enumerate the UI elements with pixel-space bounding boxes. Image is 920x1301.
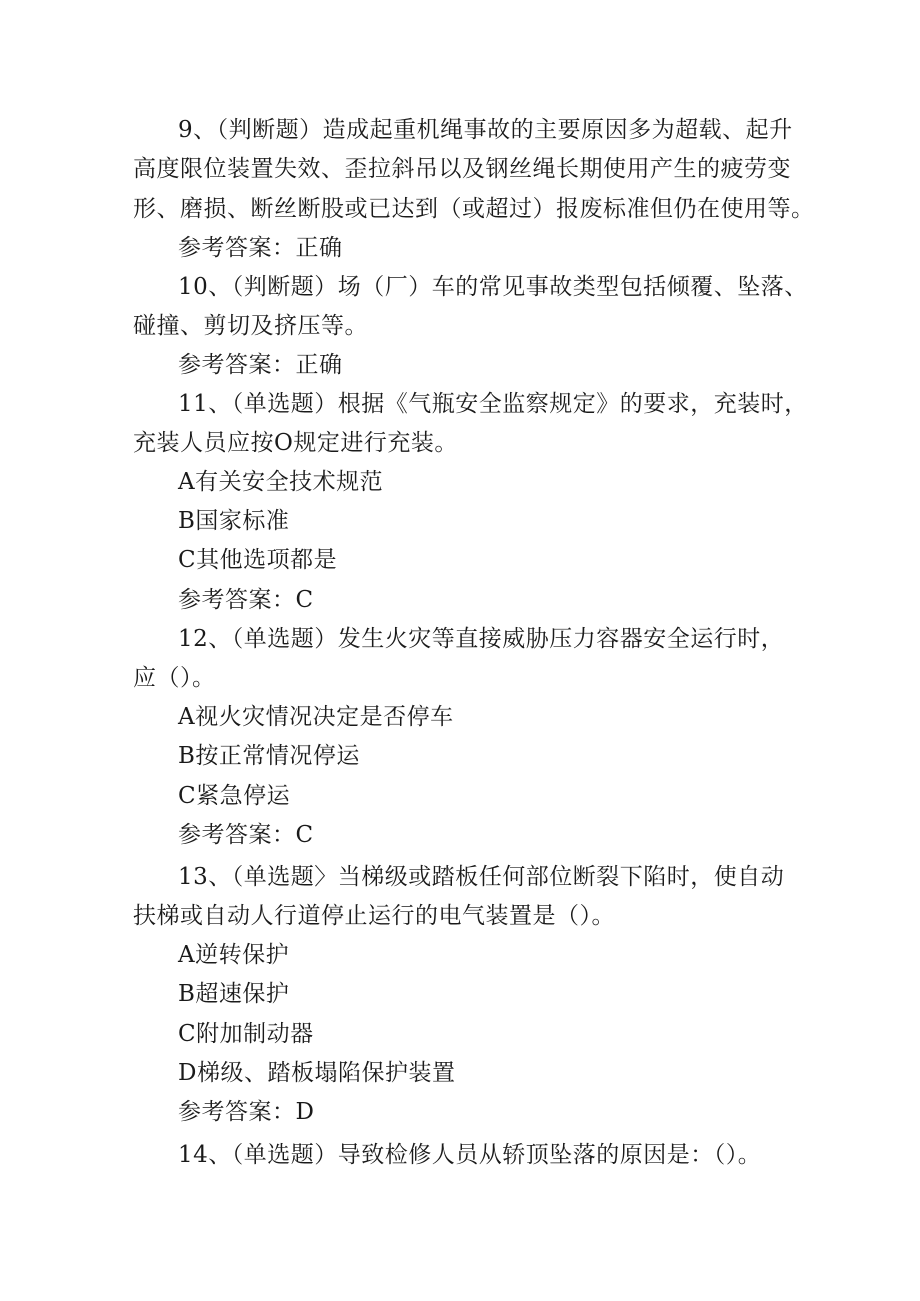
question-12-line-1: 12、（单选题）发生火灾等直接威胁压力容器安全运行时， xyxy=(178,626,785,652)
question-13-option-b: B超速保护 xyxy=(178,981,290,1007)
question-11-line-1: 11、（单选题）根据《气瓶安全监察规定》的要求，充装时， xyxy=(178,391,808,417)
question-9-line-1: 9、（判断题）造成起重机绳事故的主要原因多为超载、起升 xyxy=(178,117,793,143)
question-12-line-2: 应（）。 xyxy=(133,665,216,691)
question-9-answer: 参考答案：正确 xyxy=(178,235,343,261)
question-13-option-a: A逆转保护 xyxy=(178,942,290,968)
question-14-line-1: 14、（单选题）导致检修人员从轿顶坠落的原因是：（）。 xyxy=(178,1142,762,1168)
question-11-answer: 参考答案：C xyxy=(178,587,314,613)
question-9-line-3: 形、磨损、断丝断股或已达到（或超过）报废标准但仍在使用等。 xyxy=(133,196,815,222)
question-10-line-1: 10、（判断题）场（厂）车的常见事故类型包括倾覆、坠落、 xyxy=(178,274,808,300)
question-10-line-2: 碰撞、剪切及挤压等。 xyxy=(133,313,368,339)
question-9-line-2: 高度限位装置失效、歪拉斜吊以及钢丝绳长期使用产生的疲劳变 xyxy=(133,156,791,182)
question-13-answer: 参考答案：D xyxy=(178,1099,315,1125)
question-11-line-2: 充装人员应按O规定进行充装。 xyxy=(133,430,458,456)
question-13-line-2: 扶梯或自动人行道停止运行的电气装置是（）。 xyxy=(133,903,615,929)
question-12-option-a: A视火灾情况决定是否停车 xyxy=(178,704,454,730)
question-13-option-c: C附加制动器 xyxy=(178,1021,314,1047)
question-12-option-b: B按正常情况停运 xyxy=(178,743,360,769)
question-13-option-d: D梯级、踏板塌陷保护装置 xyxy=(178,1060,456,1086)
question-11-option-c: C其他选项都是 xyxy=(178,547,338,573)
question-12-answer: 参考答案：C xyxy=(178,822,314,848)
question-11-option-b: B国家标准 xyxy=(178,508,290,534)
question-10-answer: 参考答案：正确 xyxy=(178,352,343,378)
question-13-line-1: 13、（单选题〉当梯级或踏板任何部位断裂下陷时，使自动 xyxy=(178,864,785,890)
question-11-option-a: A有关安全技术规范 xyxy=(178,469,384,495)
question-12-option-c: C紧急停运 xyxy=(178,783,291,809)
